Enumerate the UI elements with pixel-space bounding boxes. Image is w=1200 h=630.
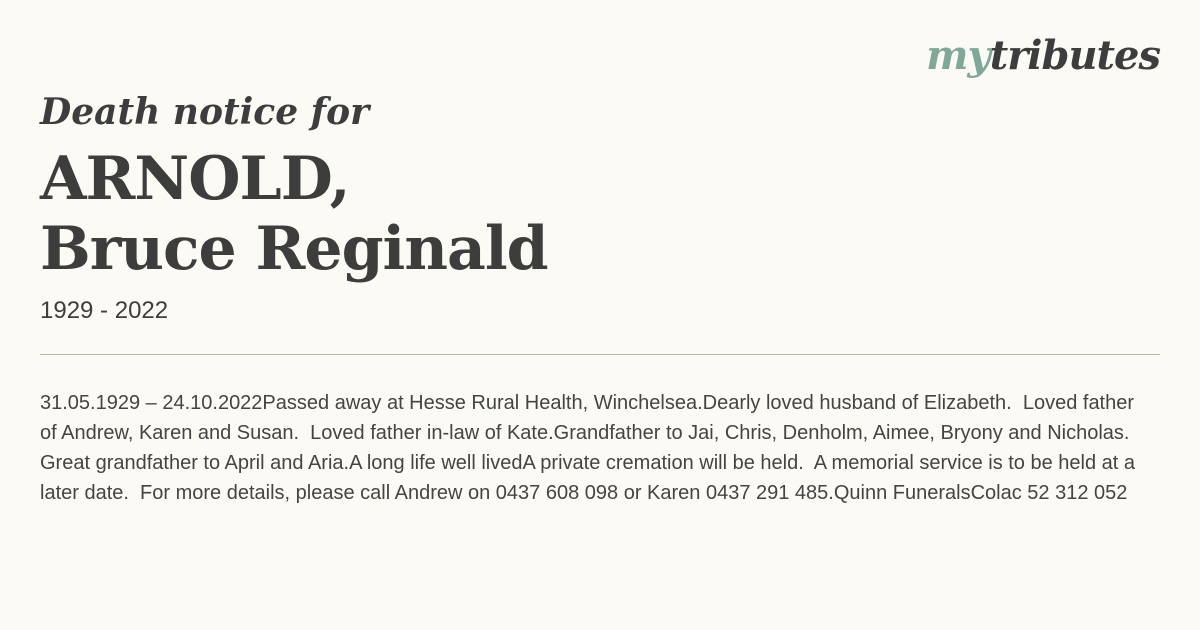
notice-kicker: Death notice for xyxy=(40,91,370,133)
deceased-name xyxy=(40,144,1160,284)
logo-tributes: tributes xyxy=(989,32,1160,79)
deceased-given-names: Bruce Reginald xyxy=(40,214,548,284)
notice-body: 31.05.1929 – 24.10.2022Passed away at Hesse Rural Health, Winchelsea.Dearly loved husband of Elizabeth. Loved father of Andrew, Karen and Susan. Loved father in-law of Kate.Grandfather to Jai, Chris, Denholm, Aimee, Bryony and Nicholas. Great grandfather to April and Aria.A long life well livedA private cremation will be held. A memorial service is to be held at a later date. For more details, please call Andrew on 0437 608 098 or Karen 0437 291 485.Quinn FuneralsColac 52 312 052 xyxy=(40,392,1141,504)
logo-my: my xyxy=(926,32,990,79)
deceased-surname: ARNOLD, xyxy=(40,144,350,214)
mytributes-logo[interactable] xyxy=(926,32,1160,79)
life-years: 1929 - 2022 xyxy=(40,297,169,324)
section-divider xyxy=(40,354,1160,355)
notice-header xyxy=(40,90,1160,326)
